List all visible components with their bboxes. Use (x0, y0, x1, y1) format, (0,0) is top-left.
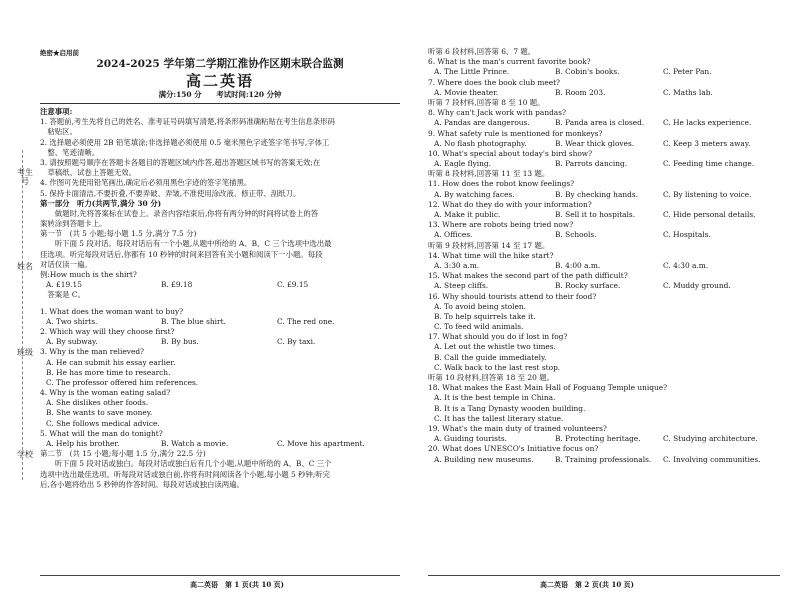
note-line: 草稿纸、试卷上答题无效。 (40, 168, 137, 178)
right-question-line: 6. What is the man's current favorite book? (428, 57, 591, 67)
question-3-option: A. He can submit his essay earlier. (46, 357, 176, 367)
right-question-line: 17. What should you do if lost in fog? (428, 332, 568, 342)
section1-heading: 第一节 (共 5 小题;每小题 1.5 分,满分 7.5 分) (40, 229, 197, 239)
answer-option: A. To avoid being stolen. (434, 301, 527, 311)
answer-option: B. To help squirrels take it. (434, 311, 536, 321)
answer-option: A. Let out the whistle two times. (434, 342, 556, 352)
example-option-a: A. £19.15 (46, 280, 82, 290)
example-options (40, 280, 400, 290)
right-line-16-option-a: A. Make it public. (434, 210, 501, 219)
right-question-line: 11. How does the robot know feelings? (428, 179, 575, 189)
note-line: 4. 作图可先使用铅笔画出,确定后必须用黑色字迹的签字笔描黑。 (40, 178, 252, 188)
right-line-23-option-c: C. Muddy ground. (663, 281, 731, 291)
right-question-line: 15. What makes the second part of the path difficult? (428, 271, 628, 281)
part1-desc-line: 做题时,先将答案标在试卷上。录音内容结束后,你将有两分钟的时间将试卷上的答 (40, 208, 319, 218)
right-line-4-option-b: B. Room 203. (555, 87, 606, 97)
question-1-option-c: C. The red one. (277, 316, 335, 326)
right-line-4-option-c: C. Maths lab. (663, 87, 713, 97)
divider (40, 103, 400, 104)
question-5-option-b: B. Watch a movie. (161, 439, 229, 448)
right-line-18-option-a: A. Offices. (434, 230, 473, 240)
question-3-option: C. The professor offered him references. (46, 377, 199, 387)
notes-heading: 注意事项: (40, 107, 73, 116)
right-line-9-option-b: B. Wear thick gloves. (555, 138, 635, 148)
section1-desc-line: 对话仅读一遍。 (40, 259, 92, 269)
question-5-option-c: C. Move his apartment. (277, 439, 365, 448)
right-question-line: 12. What do they do with your information? (428, 199, 592, 209)
section2-desc-line: 选项中选出最佳选项。听每段对话或独白前,你将有时间阅读各个小题,每小题 5 秒钟;听完 (40, 469, 331, 479)
right-line-21-option-c: C. 4:30 a.m. (663, 260, 709, 270)
left-column (40, 48, 400, 490)
question-4-option: B. She wants to save money. (46, 408, 153, 418)
question-5-options (40, 439, 400, 449)
right-question-line: 听第 6 段材料,回答第 6、7 题。 (428, 47, 536, 56)
part1-description (40, 209, 400, 229)
example-question: 例:How much is the shirt? (40, 270, 137, 279)
exam-title: 2024-2025 学年第二学期江淮协作区期末联合监测 (96, 58, 344, 70)
right-line-21-option-b: B. 4:00 a.m. (555, 260, 601, 270)
question-2-option-a: A. By subway. (46, 337, 98, 347)
right-line-7-option-c: C. He lacks experience. (663, 118, 752, 128)
right-question-line: 14. What time will the hike start? (428, 250, 554, 260)
right-line-38-option-c: C. Studying architecture. (663, 434, 758, 444)
note-line: 5. 保持卡面清洁,不要折叠,不要弄破、弄皱,不准使用涂改液、修正带、刮纸刀。 (40, 188, 301, 198)
right-question-line: 16. Why should tourists attend to their food? (428, 291, 597, 301)
answer-option: B. Call the guide immediately. (434, 352, 547, 362)
right-question-line: 13. Where are robots being tried now? (428, 220, 574, 230)
right-line-2-option-c: C. Peter Pan. (663, 67, 712, 77)
subject-title: 高二英语 (185, 72, 254, 90)
right-line-40-option-a: A. Building new museums. (434, 454, 534, 464)
right-line-38-options (428, 434, 780, 444)
right-line-9-options (428, 139, 780, 149)
right-question-line: 听第 10 段材料,回答第 18 至 20 题。 (428, 373, 554, 382)
right-question-line: 18. What makes the East Main Hall of Foguang Temple unique? (428, 383, 668, 393)
section1-desc-line: 听下面 5 段对话。每段对话后有一个小题,从题中所给的 A、B、C 三个选项中选出最 (40, 239, 332, 249)
score-time: 满分:150 分 考试时间:120 分钟 (158, 90, 282, 99)
right-line-4-options (428, 88, 780, 98)
right-line-21-options (428, 261, 780, 271)
example-option-b: B. £9.18 (161, 280, 193, 290)
right-question-line: 10. What's special about today's bird show? (428, 148, 593, 158)
right-question-line: 19. What's the main duty of trained volunteers? (428, 423, 607, 433)
section1-questions (40, 307, 400, 450)
side-label-class: 班级 (17, 348, 33, 357)
note-line: 整、笔迹清晰。 (40, 147, 100, 157)
right-line-18-options (428, 230, 780, 240)
section2-desc-line: 后,各小题将给出 5 秒钟的作答时间。每段对话或独白读两遍。 (40, 479, 244, 489)
right-question-line: 听第 9 段材料,回答第 14 至 17 题。 (428, 240, 550, 250)
right-question-line: 9. What safety rule is mentioned for monkeys? (428, 128, 603, 138)
question-2-option-b: B. By bus. (161, 337, 199, 347)
answer-option: C. Walk back to the last rest stop. (434, 362, 561, 372)
right-line-18-option-c: C. Hospitals. (663, 230, 711, 240)
part1-heading: 第一部分 听力(共两节,满分 30 分) (40, 198, 162, 208)
section2-desc-line: 听下面 5 段对话或独白。每段对话或独白后有几个小题,从题中所给的 A、B、C 三个 (40, 459, 332, 469)
section2-description (40, 459, 400, 490)
cut-line (22, 150, 23, 480)
right-line-23-option-b: B. Rocky surface. (555, 281, 621, 291)
right-line-2-option-b: B. Cobin's books. (555, 67, 620, 77)
right-line-14-option-b: B. By checking hands. (555, 189, 638, 199)
footer-rule-left (40, 575, 400, 576)
right-line-16-option-b: B. Sell it to hospitals. (555, 210, 636, 219)
question-1-options (40, 317, 400, 327)
right-line-38-option-a: A. Guiding tourists. (434, 434, 507, 444)
question-4-option: A. She dislikes other foods. (46, 398, 149, 408)
question-2: 2. Which way will they choose first? (40, 326, 175, 336)
right-line-4-option-a: A. Movie theater. (434, 87, 499, 97)
right-line-11-option-b: B. Parrots dancing. (555, 159, 628, 169)
notes-list (40, 117, 400, 199)
binding-margin (14, 150, 36, 480)
right-line-16-option-c: C. Hide personal details. (663, 210, 756, 219)
right-line-7-options (428, 118, 780, 128)
right-question-line: 8. Why can't Jack work with pandas? (428, 108, 566, 118)
right-line-16-options (428, 210, 780, 220)
section1-desc-line: 佳选项。听完每段对话后,你都有 10 秒钟的时间来回答有关小题和阅读下一小题。每段 (40, 249, 323, 259)
part1-desc-line: 案转涂到答题卡上。 (40, 219, 107, 229)
question-2-option-c: C. By taxi. (277, 337, 316, 347)
answer-option: C. To feed wild animals. (434, 322, 524, 332)
question-5-option-a: A. Help his brother. (46, 439, 120, 448)
right-question-line: 20. What does UNESCO's Initiative focus on? (428, 444, 599, 454)
question-1: 1. What does the woman want to buy? (40, 306, 184, 316)
right-line-18-option-b: B. Schools. (555, 230, 597, 240)
note-line: 粘贴区。 (40, 127, 77, 137)
section1-description (40, 239, 400, 270)
note-line: 3. 请按照题号顺序在答题卡各题目的答题区域内作答,超出答题区域书写的答案无效;在 (40, 157, 321, 167)
right-line-11-option-a: A. Eagle flying. (434, 159, 491, 169)
question-3: 3. Why is the man relieved? (40, 347, 145, 357)
section2-heading: 第二节 (共 15 小题;每小题 1.5 分,满分 22.5 分) (40, 449, 206, 459)
question-1-option-a: A. Two shirts. (46, 316, 98, 326)
answer-option: A. It is the best temple in China. (434, 393, 556, 403)
right-line-23-option-a: A. Steep cliffs. (434, 281, 489, 291)
right-question-line: 7. Where does the book club meet? (428, 77, 561, 87)
side-label-name: 姓名 (17, 262, 33, 271)
question-4: 4. Why is the woman eating salad? (40, 388, 171, 398)
right-question-line: 听第 7 段材料,回答第 8 至 10 题。 (428, 97, 545, 107)
right-line-23-options (428, 281, 780, 291)
right-line-40-option-b: B. Training professionals. (555, 454, 652, 464)
question-2-options (40, 337, 400, 347)
page-footer-right: 高二英语 第 2 页(共 10 页) (540, 580, 634, 589)
question-3-option: B. He has more time to research. (46, 367, 171, 377)
note-line: 2. 选择题必须使用 2B 铅笔填涂;非选择题必须使用 0.5 毫米黑色字迹签字笔书写,字体工 (40, 137, 330, 147)
page-footer-left: 高二英语 第 1 页(共 10 页) (190, 580, 284, 589)
right-line-11-option-c: C. Feeding time change. (663, 159, 755, 169)
question-1-option-b: B. The blue shirt. (161, 316, 226, 326)
answer-option: C. It has the tallest literary statue. (434, 413, 564, 423)
right-line-7-option-a: A. Pandas are dangerous. (434, 118, 530, 128)
right-line-7-option-b: B. Panda area is closed. (555, 118, 645, 128)
question-5: 5. What will the man do tonight? (40, 428, 163, 438)
right-question-line: 听第 8 段材料,回答第 11 至 13 题。 (428, 169, 550, 179)
side-label-exam-number: 考生号 (17, 168, 33, 186)
footer-rule-right (428, 575, 780, 576)
right-line-40-options (428, 455, 780, 465)
side-label-school: 学校 (17, 450, 33, 459)
right-line-40-option-c: C. Involving communities. (663, 454, 761, 464)
note-line: 1. 答题前,考生先将自己的姓名、准考证号码填写清楚,将条形码准确粘贴在考生信息条形码 (40, 117, 335, 127)
right-line-14-option-c: C. By listening to voice. (663, 189, 752, 199)
right-line-9-option-c: C. Keep 3 meters away. (663, 138, 751, 148)
right-column (428, 47, 780, 465)
question-4-option: C. She follows medical advice. (46, 418, 160, 428)
right-line-14-options (428, 190, 780, 200)
example-answer: 答案是 C。 (40, 290, 85, 300)
confidential-tag: 绝密★启用前 (40, 49, 79, 57)
right-line-2-options (428, 67, 780, 77)
answer-option: B. It is a Tang Dynasty wooden building. (434, 403, 586, 413)
right-line-11-options (428, 159, 780, 169)
right-line-9-option-a: A. No flash photography. (434, 138, 527, 148)
right-line-21-option-a: A. 3:30 a.m. (434, 260, 480, 270)
example-option-c: C. £9.15 (277, 280, 309, 290)
right-line-38-option-b: B. Protecting heritage. (555, 434, 641, 444)
right-line-14-option-a: A. By watching faces. (434, 189, 515, 199)
right-line-2-option-a: A. The Little Prince. (434, 67, 510, 77)
